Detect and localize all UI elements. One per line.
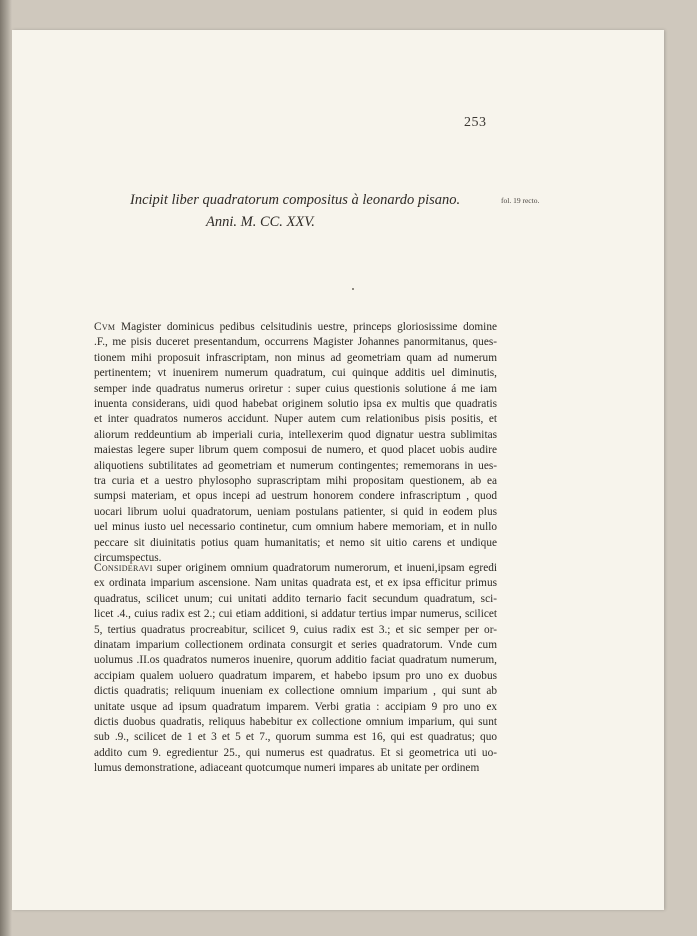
- text-line: [94, 653, 497, 668]
- text-line: [94, 320, 497, 335]
- text-line: [94, 474, 497, 489]
- text-line: [94, 730, 497, 745]
- line-text: inuenta considerans, uidi quod habebat originem solutio ipsa ex multis que quadratis: [94, 398, 497, 411]
- text-line: [94, 638, 497, 653]
- line-text: dictis duobus quadratis, reliquus habebitur ex collectione omnium imparium, qui sunt: [94, 716, 497, 729]
- text-line: [94, 489, 497, 504]
- line-text: uolumus .II.os quadratos numeros inuenire, quorum additio faciat quadratum numerum,: [94, 654, 497, 667]
- line-text: dictis quadratis; reliquum inueniam ex collectione omnium imparium , qui sunt ab: [94, 685, 497, 698]
- line-text: pertinentem; vt inuenirem numerum quadratum, cui quinque additis uel diminutis,: [94, 367, 497, 380]
- book-page: [12, 30, 664, 910]
- line-text: lumus demonstratione, adiaceant quotcumque numeri impares ab unitate per ordinem: [94, 762, 480, 775]
- line-text: uocari librum uolui quadratorum, ueniam postulans patienter, si quid in eodem plus: [94, 505, 497, 518]
- paper-speck: [352, 288, 354, 290]
- page-number: 253: [464, 115, 487, 130]
- line-text: et inter quadratos numeros accidunt. Nuper autem cum relationibus pisis positis, et: [94, 413, 497, 426]
- text-line: [94, 623, 497, 638]
- text-line: [94, 746, 497, 761]
- line-text: tionem mihi proposuit infrascriptam, non minus ad geometriam quam ad numerum: [94, 351, 497, 364]
- title-line-2: Anni. M. CC. XXV.: [206, 214, 315, 230]
- text-line: [94, 607, 497, 622]
- text-line: [94, 520, 497, 535]
- line-text: uel minus iusto uel necessario continetur, cum omnium habere memoriam, et in nullo: [94, 521, 497, 534]
- text-line: [94, 351, 497, 366]
- line-text: .F., me pisis duceret presentandum, occurrens Magister Johannes panormitanus, ques-: [94, 336, 497, 349]
- text-line: [94, 505, 497, 520]
- line-text: aliquotiens subtilitates ad geometriam et numerum contingentes; rememorans in ues-: [94, 459, 497, 472]
- paragraph-1: [94, 320, 497, 567]
- paragraph-2: [94, 561, 497, 777]
- text-line: [94, 576, 497, 591]
- text-line: [94, 397, 497, 412]
- line-text: maiestas legere super librum quem composui de numero, et quod placet uobis audire: [94, 444, 497, 457]
- line-text: licet .4., cuius radix est 2.; cui etiam additioni, si addatur tertius impar numerus, scilicet: [94, 608, 497, 621]
- text-line: [94, 761, 497, 776]
- text-line: [94, 443, 497, 458]
- text-line: [94, 459, 497, 474]
- text-line: [94, 715, 497, 730]
- text-line: [94, 669, 497, 684]
- line-text: super originem omnium quadratorum numerorum, et inueni,ipsam egredi: [152, 562, 497, 574]
- book-binding-gutter: [0, 0, 12, 936]
- line-text: quadratus, scilicet unum; cui unitati addito ternario facit secundum quadratum, sci-: [94, 592, 497, 605]
- line-text: accipiam qualem uoluero quadratum imparem, et habebo ipsum pro uno ex duobus: [94, 669, 497, 682]
- text-line: [94, 412, 497, 427]
- text-line: [94, 536, 497, 551]
- line-text: aliorum reddeuntium ab imperiali curia, intellexerim quod dignatur uestra sublimitas: [94, 428, 497, 441]
- line-text: circumspectus.: [94, 552, 162, 565]
- text-line: [94, 561, 497, 576]
- text-line: [94, 428, 497, 443]
- text-line: [94, 700, 497, 715]
- line-text: semper inde quadratus numerus oriretur : super cuius questionis solutione á me iam: [94, 382, 497, 395]
- paragraph-initial: Consideravi: [94, 562, 153, 574]
- line-text: sumpsi materiam, et opus incepi ad uestrum honorem condere infrascriptum , quod: [94, 490, 497, 503]
- marginal-note: fol. 19 recto.: [501, 196, 540, 205]
- line-text: peccare sit diuinitatis potius quam humanitatis; et nemo sit uitio carens et undique: [94, 536, 497, 549]
- line-text: sub .9., scilicet de 1 et 3 et 5 et 7., quorum summa est 16, qui est quadratus; quo: [94, 731, 497, 744]
- line-text: 5, tertius quadratus procreabitur, scilicet 9, cuius radix est 3.; et sic semper per or-: [94, 623, 497, 636]
- line-text: Magister dominicus pedibus celsitudinis uestre, princeps gloriosissime domine: [115, 321, 497, 333]
- title-line-1: Incipit liber quadratorum compositus à leonardo pisano.: [130, 192, 461, 208]
- line-text: addito cum 9. egredientur 25., qui numerus est quadratus. Et si geometrica uti uo-: [94, 746, 497, 759]
- line-text: unitate usque ad ipsum quadratum imparem. Verbi gratia : accipiam 9 pro uno ex: [94, 700, 497, 713]
- text-line: [94, 335, 497, 350]
- text-line: [94, 592, 497, 607]
- line-text: tra curia et a uestro phylosopho suprascriptam mihi propositam questionem, ab ea: [94, 475, 497, 488]
- text-line: [94, 382, 497, 397]
- paragraph-initial: Cvm: [94, 321, 116, 333]
- text-line: [94, 684, 497, 699]
- line-text: dinatam imparium collectionem ordinata consurgit et series quadratorum. Vnde cum: [94, 639, 497, 652]
- text-line: [94, 366, 497, 381]
- line-text: ex ordinata imparium ascensione. Nam unitas quadrata est, et ex ipsa efficitur primus: [94, 577, 497, 590]
